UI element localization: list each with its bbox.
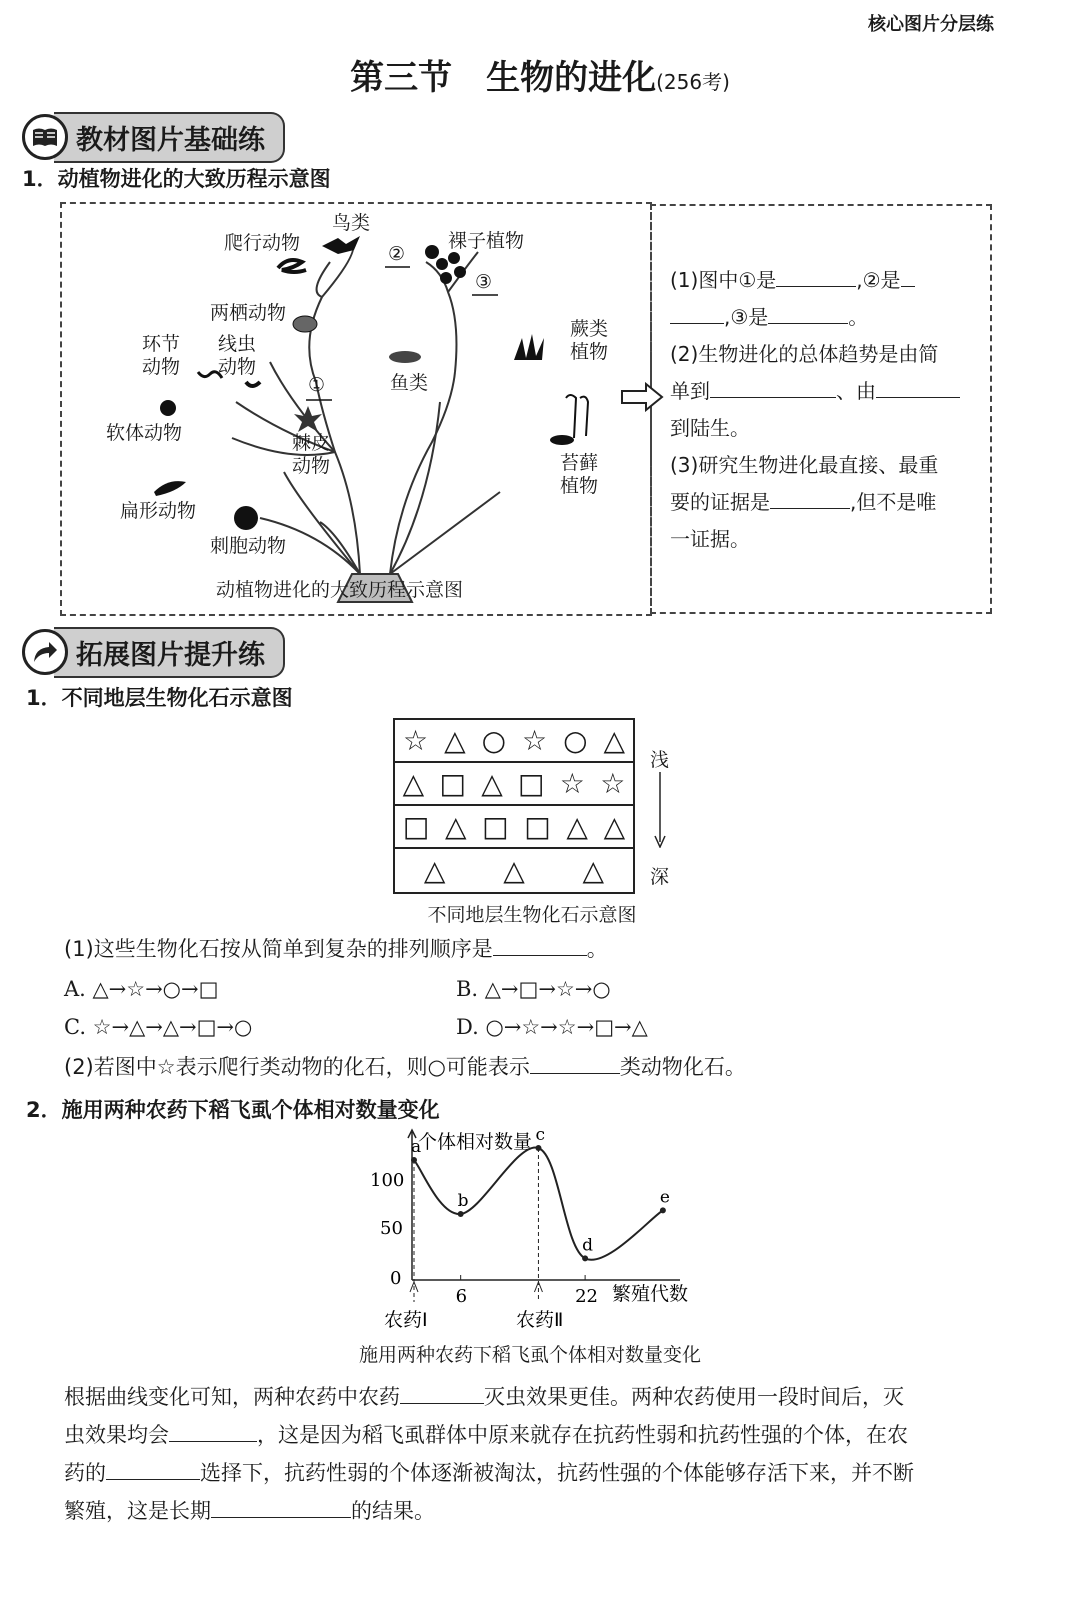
fossil-symbol: ☆ xyxy=(402,724,429,757)
fossil-symbol: ☆ xyxy=(521,724,548,757)
label-annelids: 环节 动物 xyxy=(142,333,181,378)
chart-q-text-3a: 药的 xyxy=(64,1461,106,1485)
chart-q-text-2a: 虫效果均会 xyxy=(64,1423,169,1447)
fossil-symbol: ☆ xyxy=(600,767,626,800)
y-axis-label: 个体相对数量 xyxy=(418,1131,533,1153)
right-arrow-icon xyxy=(620,382,666,412)
chart-q-text-1b: 灭虫效果更佳。两种农药使用一段时间后，灭 xyxy=(484,1385,904,1409)
section-title: 第三节 生物的进化 xyxy=(350,58,657,98)
option-d[interactable]: D. ○→☆→☆→□→△ xyxy=(456,1015,648,1039)
option-b[interactable]: B. △→□→☆→○ xyxy=(456,977,611,1001)
chart-q-text-4a: 繁殖，这是长期 xyxy=(64,1499,211,1523)
fossil-q2-line xyxy=(64,1048,746,1086)
fossil-symbol: ☆ xyxy=(559,767,585,800)
fossil-symbol: △ xyxy=(582,854,605,887)
answer-blank-2[interactable] xyxy=(670,301,724,324)
label-echinoderms: 棘皮 动物 xyxy=(292,432,331,477)
label-mark2: ② xyxy=(388,243,406,265)
book-icon xyxy=(22,114,68,160)
marker-pesticide-2: 农药Ⅱ xyxy=(516,1309,564,1331)
point-label-d: d xyxy=(582,1235,594,1256)
fossil-symbol: △ xyxy=(402,767,425,800)
label-flatworms: 扁形动物 xyxy=(120,500,197,522)
fossil-q2-text-b: 类动物化石。 xyxy=(619,1055,746,1079)
q3-text-c: ,但不是唯 xyxy=(850,490,937,514)
exam-count-note: (256考) xyxy=(656,70,730,94)
nematode-icon xyxy=(246,382,260,386)
tree-caption: 动植物进化的大致历程示意图 xyxy=(216,579,464,601)
option-c[interactable]: C. ☆→△→△→□→○ xyxy=(64,1015,253,1039)
q1-line1 xyxy=(670,262,976,299)
page-title xyxy=(0,50,1080,99)
point-label-a: a xyxy=(411,1137,422,1157)
q1-text-d: 。 xyxy=(848,305,869,329)
page-top-tag: 核心图片分层练 xyxy=(868,14,994,35)
fossil-symbol: △ xyxy=(566,810,588,843)
fossil-symbol: □ xyxy=(439,767,466,800)
pesticide-chart xyxy=(340,1124,740,1336)
q3-line3: 一证据。 xyxy=(670,527,750,551)
x-tick-22: 22 xyxy=(575,1286,599,1307)
fossil-strata-table xyxy=(393,718,635,894)
answer-blank-3[interactable] xyxy=(768,301,848,324)
fossil-stratum-row xyxy=(395,763,633,806)
label-cnidarians: 刺胞动物 xyxy=(210,535,287,557)
section2-q2-title: 2．施用两种农药下稻飞虱个体相对数量变化 xyxy=(26,1098,440,1122)
answer-blank-4[interactable] xyxy=(710,375,836,398)
chart-q-text-3b: 选择下，抗药性弱的个体逐渐被淘汰，抗药性强的个体能够存活下来，并不断 xyxy=(200,1461,914,1485)
shallow-label: 浅 xyxy=(650,749,670,771)
deep-label: 深 xyxy=(650,866,670,888)
answer-blank-1[interactable] xyxy=(776,264,856,287)
x-tick-6: 6 xyxy=(455,1286,468,1307)
answer-blank-6[interactable] xyxy=(770,486,850,509)
point-label-e: e xyxy=(659,1187,670,1208)
x-axis-label: 繁殖代数 xyxy=(612,1283,689,1305)
snake-icon xyxy=(278,260,306,272)
fern-icon xyxy=(514,334,544,360)
fossil-stratum-row xyxy=(395,720,633,763)
answer-blank-9[interactable] xyxy=(400,1381,484,1404)
data-point-d xyxy=(582,1255,588,1261)
marker-pesticide-1: 农药Ⅰ xyxy=(384,1309,428,1331)
y-tick-50: 50 xyxy=(380,1218,403,1239)
moss-icon xyxy=(566,395,588,438)
data-point-e xyxy=(660,1207,666,1213)
q1-line2 xyxy=(670,299,976,336)
chart-q-text-4b: 的结果。 xyxy=(351,1499,435,1523)
answer-blank-11[interactable] xyxy=(106,1457,200,1480)
fossil-q1-line xyxy=(64,930,608,968)
fossil-symbol: △ xyxy=(503,854,525,887)
section2-label: 拓展图片提升练 xyxy=(54,627,285,678)
point-label-b: b xyxy=(457,1191,469,1211)
chart-q-text-1a: 根据曲线变化可知，两种农药中农药 xyxy=(64,1385,400,1409)
chart-caption: 施用两种农药下稻飞虱个体相对数量变化 xyxy=(358,1344,701,1366)
question1-title: 1．动植物进化的大致历程示意图 xyxy=(22,167,331,191)
section1-heading xyxy=(22,115,285,159)
flatworm-icon xyxy=(154,481,186,496)
label-ferns: 蕨类 植物 xyxy=(570,318,609,363)
label-mollusks: 软体动物 xyxy=(106,422,183,444)
q1-text-b: ,②是 xyxy=(856,268,901,292)
answer-blank-12[interactable] xyxy=(211,1495,351,1518)
y-tick-0: 0 xyxy=(390,1268,402,1289)
depth-arrow-icon xyxy=(654,772,666,848)
label-amphibians: 两栖动物 xyxy=(210,302,287,324)
y-tick-100: 100 xyxy=(370,1170,405,1191)
fossil-q1-end: 。 xyxy=(586,937,608,961)
section2-q1-title: 1．不同地层生物化石示意图 xyxy=(26,686,293,710)
answer-blank-7[interactable] xyxy=(493,933,587,956)
chart-q-text-2b: ，这是因为稻飞虱群体中原来就存在抗药性弱和抗药性强的个体，在农 xyxy=(257,1423,908,1447)
chart-q-line1 xyxy=(64,1378,1024,1416)
answer-blank-2a[interactable] xyxy=(901,264,915,287)
fossil-symbol: △ xyxy=(423,854,446,887)
q2-line2 xyxy=(670,373,976,410)
frog-icon xyxy=(293,316,317,332)
chart-question xyxy=(64,1378,1024,1530)
answer-blank-10[interactable] xyxy=(169,1419,257,1442)
answer-blank-5[interactable] xyxy=(876,375,960,398)
chart-q-line4 xyxy=(64,1492,1024,1530)
fossil-q1-text: (1)这些生物化石按从简单到复杂的排列顺序是 xyxy=(64,937,493,961)
snail-icon xyxy=(160,400,176,416)
label-nematodes: 线虫 动物 xyxy=(218,333,257,378)
fossil-symbol: □ xyxy=(482,810,509,843)
evolution-tree xyxy=(60,202,650,612)
data-point-b xyxy=(458,1211,464,1217)
q3-line2 xyxy=(670,484,976,521)
fish-icon xyxy=(389,351,421,363)
fossil-symbol: □ xyxy=(524,810,551,843)
q2-line3: 到陆生。 xyxy=(670,416,750,440)
fossil-symbol: △ xyxy=(603,810,626,843)
q3-line1: (3)研究生物进化最直接、最重 xyxy=(670,453,939,477)
option-a[interactable]: A. △→☆→○→□ xyxy=(64,977,219,1001)
fossil-caption: 不同地层生物化石示意图 xyxy=(427,904,637,926)
q2-line1: (2)生物进化的总体趋势是由简 xyxy=(670,342,939,366)
cnidarian-icon xyxy=(234,506,258,530)
answer-blank-8[interactable] xyxy=(530,1051,620,1074)
fossil-symbol: □ xyxy=(518,767,545,800)
fossil-symbol: △ xyxy=(603,724,626,757)
q1-text-c: ,③是 xyxy=(724,305,769,329)
starfish-icon xyxy=(294,406,322,432)
fossil-symbol: △ xyxy=(481,767,503,800)
label-reptiles: 爬行动物 xyxy=(224,232,301,254)
fossil-symbol: △ xyxy=(444,810,467,843)
section1-label: 教材图片基础练 xyxy=(54,112,285,163)
label-mosses: 苔藓 植物 xyxy=(560,452,599,497)
section2-heading xyxy=(22,630,285,674)
fossil-symbol: ○ xyxy=(481,724,507,757)
tree-questions xyxy=(670,262,976,558)
label-mark3: ③ xyxy=(475,271,493,293)
fossil-q2-text-a: (2)若图中☆表示爬行类动物的化石，则○可能表示 xyxy=(64,1055,530,1079)
q3-text-b: 要的证据是 xyxy=(670,490,770,514)
bird-icon xyxy=(322,236,360,254)
label-fish: 鱼类 xyxy=(390,372,429,394)
q2-text-c: 、由 xyxy=(836,379,876,403)
fossil-symbol: △ xyxy=(444,724,466,757)
q2-text-b: 单到 xyxy=(670,379,710,403)
chart-q-line2 xyxy=(64,1416,1024,1454)
label-mark1: ① xyxy=(308,374,326,396)
chart-q-line3 xyxy=(64,1454,1024,1492)
curved-arrow-icon xyxy=(22,629,68,675)
fossil-stratum-row xyxy=(395,849,633,892)
point-label-c: c xyxy=(535,1125,545,1145)
fossil-symbol: □ xyxy=(402,810,430,843)
label-birds: 鸟类 xyxy=(332,212,371,234)
fossil-symbol: ○ xyxy=(563,724,588,757)
q1-text-a: (1)图中①是 xyxy=(670,268,777,292)
fossil-stratum-row xyxy=(395,806,633,849)
label-gymnosperms: 裸子植物 xyxy=(448,230,525,252)
